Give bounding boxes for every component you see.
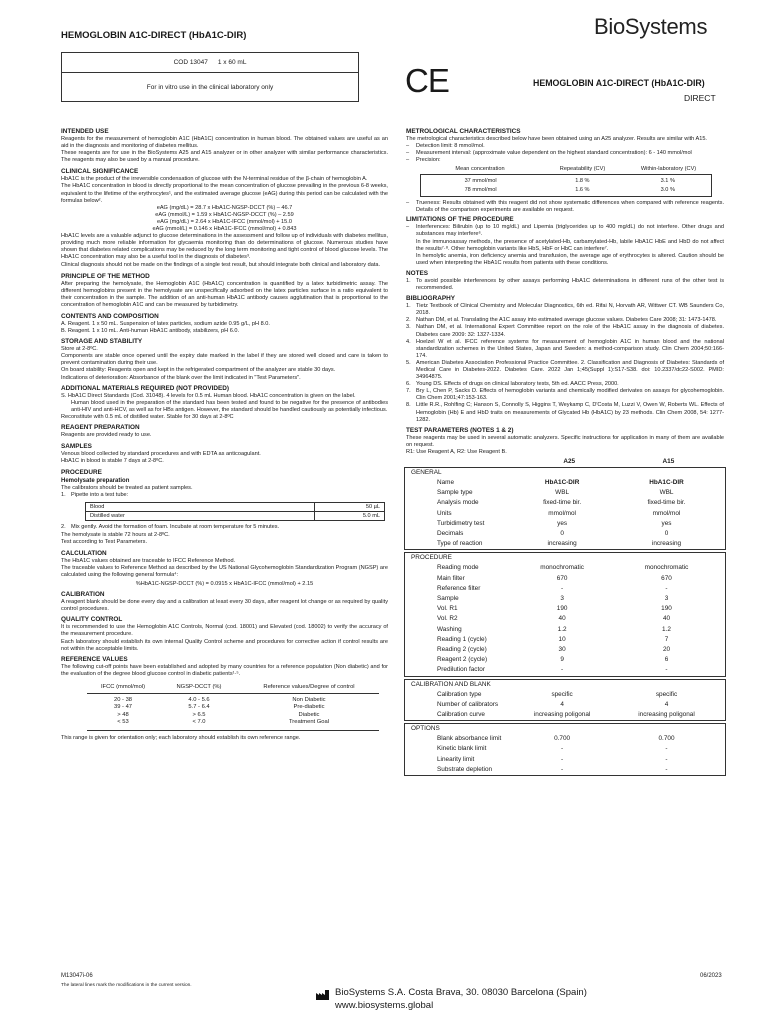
storage-text: Indications of deterioration: Absorbance of the blank over the limit indicated in "Test Parameters". <box>61 374 301 381</box>
table-cell: < 53 <box>117 719 129 726</box>
parameter-group <box>404 723 726 776</box>
brand-logo: BioSystems <box>594 14 708 39</box>
clinical-text: The HbA1C concentration in blood is directly proportional to the mean concentration of glucose prevailing in the previous 6-8 weeks, equivalent to the lifetime of the erythrocytes¹, and the estimated average glucose (eAG) during this period can be calculated with the formulas below². <box>61 183 388 204</box>
parameter-value: - <box>665 584 668 592</box>
product-code: COD 13047 <box>173 59 208 66</box>
table-cell: 50 µL <box>315 503 385 512</box>
column-header: Within-laboratory (CV) <box>640 166 697 173</box>
precision-table <box>420 166 712 197</box>
parameter-row <box>405 614 725 624</box>
parameter-row <box>405 700 725 710</box>
parameter-value: 3 <box>664 595 669 603</box>
contents-reagent-b: B. Reagent. 1 x 10 mL. Anti-human HbA1C antibody, stabilizers, pH 6.0. <box>61 328 240 335</box>
reference-table <box>87 684 379 731</box>
parameter-value: monochromatic <box>540 564 584 572</box>
procedure-heading: PROCEDURE <box>61 469 102 477</box>
bibliography-heading: BIBLIOGRAPHY <box>406 295 455 303</box>
footer-website: www.biosystems.global <box>335 1000 434 1011</box>
samples-text: Venous blood collected by standard procedures and with EDTA as anticoagulant. <box>61 451 261 458</box>
reference-table-header <box>87 684 379 693</box>
parameter-value: - <box>561 745 564 753</box>
parameter-row <box>405 625 725 635</box>
metro-bullet: – Measurement interval: (approximate value dependent on the highest standard concentration): 6 - 140 mmol/mol <box>406 150 692 157</box>
procedure-text: The hemolysate is stable 72 hours at 2-8ºC. <box>61 531 170 538</box>
reagent-prep-text: Reagents are provided ready to use. <box>61 432 152 438</box>
parameter-value: 4 <box>560 700 564 708</box>
parameter-label: Turbidimetry test <box>437 519 485 527</box>
parameter-value: fixed-time bir. <box>647 499 686 507</box>
parameter-value: 190 <box>661 605 672 613</box>
parameter-value: - <box>665 755 668 763</box>
column-header-a15: A15 <box>662 458 675 465</box>
test-params-text: R1: Use Reagent A, R2: Use Reagent B. <box>406 448 507 455</box>
parameter-label: Units <box>437 509 452 517</box>
parameter-label: Sample type <box>437 489 473 497</box>
parameter-row <box>405 584 725 594</box>
parameter-row <box>405 509 725 519</box>
parameter-row <box>405 655 725 665</box>
parameter-label: Kinetic blank limit <box>437 745 487 753</box>
table-row <box>87 712 379 719</box>
table-cell: 5.7 - 6.4 <box>188 704 210 711</box>
parameter-label: Number of calibrators <box>437 700 499 708</box>
table-row <box>86 503 385 512</box>
table-cell: 37 mmol/mol <box>464 178 497 185</box>
limitations-heading: LIMITATIONS OF THE PROCEDURE <box>406 216 514 224</box>
qc-heading: QUALITY CONTROL <box>61 616 123 624</box>
parameter-label: Blank absorbance limit <box>437 735 502 743</box>
intended-use-heading: INTENDED USE <box>61 128 109 135</box>
parameter-value: monochromatic <box>644 564 689 572</box>
parameter-value: - <box>561 765 564 773</box>
parameter-value: increasing poligonal <box>533 711 591 719</box>
parameter-label: Vol. R1 <box>437 605 458 613</box>
parameter-value: mmol/mol <box>548 509 576 517</box>
bibliography-item: 5. American Diabetes Association Professional Practice Committee. 2. Classification and Diagnosis of Diabetes: Standards of Medical Care in Diabetes-2022. Diabetes Care. 2022 Jan 1;45(Suppl 1):S17-S38. doi: 10.2337/dc22-S002. PMID: 34964875. <box>406 359 724 381</box>
parameter-value: WBL <box>659 489 674 497</box>
parameter-value: 3 <box>560 595 564 603</box>
notes-heading: NOTES <box>406 269 429 277</box>
parameter-value: yes <box>557 519 568 527</box>
parameter-row <box>405 488 725 498</box>
metro-bullet: – Precision: <box>406 157 441 164</box>
parameter-row <box>405 529 725 539</box>
intended-use-text: Reagents for the measurement of hemoglobin A1C (HbA1C) concentration in human blood. The obtained values are useful as an aid in the diagnosis and monitoring of diabetes mellitus. <box>61 136 388 150</box>
parameter-row <box>405 690 725 700</box>
parameter-label: Decimals <box>437 530 464 538</box>
parameter-value: 670 <box>556 574 568 582</box>
parameter-label: Washing <box>437 625 462 633</box>
column-header: Mean concentration <box>455 166 505 173</box>
parameter-value: 9 <box>560 656 564 664</box>
parameter-row <box>405 539 725 549</box>
reference-heading: REFERENCE VALUES <box>61 655 128 663</box>
parameter-label: Reading mode <box>437 564 479 572</box>
parameter-label: Main filter <box>437 574 465 582</box>
parameter-row <box>405 498 725 508</box>
bibliography-item: 1. Tietz Textbook of Clinical Chemistry and Molecular Diagnostics, 6th ed. Rifai N, Horvath AR, Wittwer CT. WB Saunders Co, 2018. <box>406 303 724 317</box>
parameter-value: - <box>561 584 564 592</box>
parameter-value: 1.2 <box>557 625 567 633</box>
additional-warning: Human blood used in the preparation of the standard has been tested and found to be negative for the presence of antibodies anti-HIV and anti-HCV, as well as for HBs antigen. However, the standard should be handled cautiously as potentially infectious. <box>71 399 388 413</box>
calculation-heading: CALCULATION <box>61 549 107 557</box>
eag-formula: eAG (mmol/L) = 0.146 x HbA1C-IFCC (mmol/mol) + 0.843 <box>152 226 297 233</box>
limitations-text: In the immunoassay methods, the presence of acetylated-Hb, carbamylated-Hb, labile HbA1C HbE and HbD do not affect the results⁷·⁸. Other hemoglobin variants like HbS, HbF or HbC can interfere⁷. <box>416 238 724 252</box>
table-cell: > 6.5 <box>192 711 206 718</box>
table-cell: 20 - 38 <box>113 696 133 703</box>
samples-text: HbA1C in blood is stable 7 days at 2-8ºC. <box>61 458 164 465</box>
calculation-text: The traceable values to Reference Method as described by the US National Glycohemoglobin Standardization Program (NGSP) are calculated using the following general formula⁴: <box>61 564 388 578</box>
parameter-label: Calibration curve <box>437 711 485 719</box>
principle-text: After preparing the hemolysate, the Hemoglobin A1C (HbA1C) concentration is quantified by a latex turbidimetric assay. The different hemoglobins present in the hemolysate are unspecifically adsorbed on the latex particles surface in a ratio equivalent to their concentration in the sample. The addition of an anti-human HbA1C antibody causes agglutination that is proportional to the concentration of hemoglobin A1C and can be measured by turbidimetry. <box>61 280 388 308</box>
procedure-step: 1. Pipette into a test tube: <box>61 492 129 499</box>
parameter-value: - <box>561 755 564 763</box>
parameter-value: mmol/mol <box>652 509 681 517</box>
reference-table-body <box>87 693 379 731</box>
parameter-label: Reading 1 (cycle) <box>437 635 487 643</box>
limitations-bullet: – Interferences: Bilirubin (up to 10 mg/dL) and Lipemia (triglycerides up to 400 mg/dL) do not interfere. Other drugs and substances may interfere⁶. <box>406 224 724 238</box>
test-params-heading: TEST PARAMETERS (NOTES 1 & 2) <box>406 426 514 434</box>
table-row <box>87 697 379 704</box>
column-header: NGSP-DCCT (%) <box>176 683 222 690</box>
parameter-value: increasing <box>547 540 577 548</box>
footer-address: BioSystems S.A. Costa Brava, 30. 08030 Barcelona (Spain) <box>335 987 587 998</box>
eag-formula: eAG (mmol/L) = 1.59 x HbA1C-NGSP-DCCT (%) – 2.59 <box>155 211 294 218</box>
parameter-group <box>404 679 726 722</box>
bibliography-list <box>406 303 724 424</box>
parameter-group <box>404 467 726 550</box>
storage-text: On board stability: Reagents open and kept in the refrigerated compartment of the analyzer are stable 30 days. <box>61 367 336 374</box>
parameter-row <box>405 574 725 584</box>
parameter-value: HbA1C-DIR <box>544 479 580 486</box>
column-header: Repeatability (CV) <box>559 166 606 173</box>
parameter-value: HbA1C-DIR <box>649 479 684 486</box>
storage-text: Store at 2-8ºC. <box>61 346 98 353</box>
note-item: 1. To avoid possible interferences by other assays performing HbA1C determinations in different runs of the other test is recommended. <box>406 277 724 292</box>
table-cell: Pre-diabetic <box>293 704 325 711</box>
table-cell: 39 - 47 <box>113 704 133 711</box>
table-cell: Non Diabetic <box>292 696 326 703</box>
parameter-label: Substrate depletion <box>437 765 493 773</box>
parameter-value: fixed-time bir. <box>543 499 582 507</box>
hemolysate-subheading: Hemolysate preparation <box>61 478 130 485</box>
column-header: IFCC (mmol/mol) <box>100 683 146 690</box>
bibliography-item: 7. Bry L, Chen P, Sacks D. Effects of hemoglobin variants and chemically modified derivates on assays for glycohemoglobin. Clin Chem 2001;47:153-163. <box>406 388 724 402</box>
calibration-heading: CALIBRATION <box>61 591 105 599</box>
column-header: Reference values/Degree of control <box>263 683 355 690</box>
parameter-row <box>405 478 725 488</box>
table-cell: Distilled water <box>86 512 315 521</box>
calculation-text: The HbA1C values obtained are traceable to IFCC Reference Method. <box>61 557 236 564</box>
table-cell: Blood <box>86 503 315 512</box>
parameter-value: 4 <box>664 700 669 708</box>
parameter-value: 7 <box>664 635 669 643</box>
parameter-group-title: GENERAL <box>411 469 442 476</box>
contents-reagent-a: A. Reagent. 1 x 50 mL. Suspension of latex particles, sodium azide 0.95 g/L, pH 8.0. <box>61 320 270 327</box>
parameter-value: 40 <box>662 615 671 623</box>
parameter-group-title: CALIBRATION AND BLANK <box>411 680 491 688</box>
product-volume: 1 x 60 mL <box>217 59 247 66</box>
parameter-value: 670 <box>661 574 672 582</box>
bibliography-item: 3. Nathan DM, et al. International Expert Committee report on the role of the HbA1C assay in the diagnosis of diabetes. Diabetes care 2009: 32: 1327-1334. <box>406 324 724 338</box>
table-cell: 3.0 % <box>660 186 675 193</box>
table-cell: Diabetic <box>298 711 320 718</box>
footer-date: 06/2023 <box>700 973 722 979</box>
storage-heading: STORAGE AND STABILITY <box>61 338 143 346</box>
parameter-value: 0 <box>560 530 564 538</box>
parameter-label: Name <box>437 479 455 486</box>
right-column <box>406 127 724 778</box>
procedure-step: 2. Mix gently. Avoid the formation of foam. Incubate at room temperature for 5 minutes. <box>61 524 280 531</box>
hemolysate-table <box>85 502 385 521</box>
parameter-value: 30 <box>558 646 566 654</box>
bibliography-item: 2. Nathan DM, et al. Translating the A1C assay into estimated average glucose values. Diabetes Care 2008; 31: 1473-1478. <box>406 317 717 324</box>
parameter-value: 6 <box>664 656 669 664</box>
bibliography-item: 8. Little R.R., Rohlfing C; Hanson S, Connolly S, Higgins T, Weykamp C, D'Costa M, Luzzi V, Owen W, Roberts WL. Effects of Hemoglobin (Hb) E and HbD traits on measurements of Glycated Hb (HbA1C) by 23 methods. Clin Chem 2008, 54: 1277-1282. <box>406 402 724 423</box>
parameter-value: 40 <box>558 615 566 623</box>
parameter-value: WBL <box>555 489 570 497</box>
procedure-text: The calibrators should be treated as patient samples. <box>61 485 193 492</box>
additional-standards: S. HbA1C Direct Standards (Cod. 31048). 4 levels for 0.5 mL Human blood. HbA1C concentration is given on the label. <box>61 392 356 399</box>
parameter-row <box>405 635 725 645</box>
ngsp-formula: %HbA1C-NGSP-DCCT (%) = 0.0915 x HbA1C-IFCC (mmol/mol) + 2.15 <box>135 581 314 588</box>
parameter-label: Reference filter <box>437 584 481 592</box>
parameter-value: 0.700 <box>554 735 571 743</box>
test-params-text: These reagents may be used in several automatic analyzers. Specific instructions for application in many of them are available on request. <box>406 434 724 448</box>
parameter-value: 190 <box>556 605 568 613</box>
parameter-value: specific <box>551 690 573 698</box>
metro-text: The metrological characteristics described below have been obtained using an A25 analyzer. Results are similar with A15. <box>406 136 707 142</box>
table-cell: 78 mmol/mol <box>464 186 497 193</box>
table-cell: > 48 <box>117 711 129 718</box>
qc-text: Each laboratory should establish its own internal Quality Control scheme and procedures for corrective action if control results are not within the acceptable limits. <box>61 638 388 652</box>
table-cell: 1.6 % <box>575 186 590 193</box>
column-header-a25: A25 <box>563 458 576 465</box>
eag-formula: eAG (mg/dL) = 28.7 x HbA1C-NGSP-DCCT (%) – 46.7 <box>156 204 293 211</box>
table-cell: 1.8 % <box>575 178 590 185</box>
table-row <box>87 704 379 711</box>
left-column <box>61 127 388 742</box>
parameter-label: Reading 2 (cycle) <box>437 646 487 654</box>
parameter-label: Analysis mode <box>437 499 479 507</box>
parameter-value: specific <box>655 690 678 698</box>
metro-bullet: – Trueness: Results obtained with this reagent did not show systematic differences when compared with reference reagents. Details of the comparison experiments are available on request. <box>406 200 724 214</box>
procedure-text: Test according to Test Parameters. <box>61 538 148 545</box>
parameter-label: Sample <box>437 595 459 603</box>
ce-mark: CE <box>405 62 449 99</box>
precision-header <box>420 166 712 174</box>
parameter-label: Calibration type <box>437 690 482 698</box>
parameter-value: - <box>561 666 564 674</box>
clinical-heading: CLINICAL SIGNIFICANCE <box>61 168 139 176</box>
parameter-label: Reagent 2 (cycle) <box>437 656 488 664</box>
limitations-text: In hemolytic anemia, iron deficiency anemia and transfusion, the average age of erythrocytes is altered. Caution should be used when interpreting the HbA1C results from patients with these conditions. <box>416 252 724 266</box>
table-row <box>87 719 379 726</box>
parameter-value: 20 <box>662 646 671 654</box>
contents-heading: CONTENTS AND COMPOSITION <box>61 312 159 320</box>
clinical-text: Clinical diagnosis should not be made on the findings of a single test result, but should integrate both clinical and laboratory data. <box>61 261 381 268</box>
additional-heading: ADDITIONAL MATERIALS REQUIRED (NOT PROVIDED) <box>61 384 230 392</box>
parameter-row <box>405 755 725 765</box>
parameter-row <box>405 594 725 604</box>
table-cell: Treatment Goal <box>288 719 330 726</box>
table-cell: 4.0 - 5.6 <box>188 696 210 703</box>
bibliography-item: 4. Hoelzel W et al. IFCC reference systems for measurement of hemoglobin A1C in human blood and the national standardization schemes in the United States, Japan and Sweden: a method-comparison study. Clin Chem 2004;50:166-174. <box>406 338 724 359</box>
parameter-group-title: PROCEDURE <box>411 554 452 562</box>
parameter-row <box>405 710 725 720</box>
table-cell: < 7.0 <box>192 719 206 726</box>
storage-text: Components are stable once opened until the expiry date marked in the label if they are stored well closed and care is taken to prevent contamination during their use. <box>61 353 388 367</box>
parameter-value: - <box>665 765 668 773</box>
metro-heading: METROLOGICAL CHARACTERISTICS <box>406 128 521 135</box>
table-row <box>421 186 711 194</box>
product-box <box>61 52 359 102</box>
table-cell: 5.0 mL <box>315 512 385 521</box>
parameter-value: 1.2 <box>662 625 671 633</box>
table-cell: 3.1 % <box>660 178 675 185</box>
parameter-value: increasing poligonal <box>638 711 695 719</box>
parameter-group <box>404 552 726 676</box>
calibration-text: A reagent blank should be done every day and a calibration at least every 30 days, after reagent lot change or as required by quality control procedures. <box>61 599 388 613</box>
parameter-row <box>405 519 725 529</box>
parameter-row <box>405 765 725 775</box>
additional-reconstitute: Reconstitute with 0.5 mL of distilled water. Stable for 30 days at 2-8ºC <box>61 413 234 420</box>
bibliography-item: 6. Young DS. Effects of drugs on clinical laboratory tests, 5th ed. AACC Press, 2000. <box>406 381 619 388</box>
parameter-row <box>405 645 725 655</box>
parameter-value: 0.700 <box>658 735 675 743</box>
parameter-label: Linearity limit <box>437 755 475 763</box>
clinical-text: HbA1C is the product of the irreversible condensation of glucose with the N-terminal residue of the β-chain of hemoglobin A. <box>61 176 368 183</box>
clinical-text: HbA1C levels are a valuable adjunct to glucose determinations in the assessment and follow up of individuals with diabetes mellitus, providing much more reliable information for glycaemia monitoring than do determinations of glucose. Numerous studies have shown that diabetes related complications may be reduced by the long term monitoring and tight control of blood glucose levels. The HbA1C concentration may also be a useful tool in the diagnosis of diabetes³. <box>61 233 389 261</box>
parameter-label: Type of reaction <box>437 540 483 548</box>
parameter-value: 0 <box>664 530 669 538</box>
parameter-value: yes <box>661 519 672 527</box>
intended-use-text: These reagents are for use in the BioSystems A25 and A15 analyzer or in other analyzer with similar performance characteristics. The reagents may also be used by a manual procedure. <box>61 150 388 164</box>
footer-note: The lateral lines mark the modifications in the current version. <box>61 983 192 988</box>
principle-heading: PRINCIPLE OF THE METHOD <box>61 272 150 280</box>
parameter-label: Vol. R2 <box>437 615 458 623</box>
parameter-value: increasing <box>651 540 682 548</box>
test-parameters-table <box>404 467 726 776</box>
reference-note: This range is given for orientation only; each laboratory should establish its own reference range. <box>61 734 301 741</box>
footer-code: M13047i-06 <box>61 973 93 979</box>
samples-heading: SAMPLES <box>61 443 92 451</box>
right-subtitle: DIRECT <box>684 93 716 103</box>
reagent-prep-heading: REAGENT PREPARATION <box>61 424 140 431</box>
document-title: HEMOGLOBIN A1C-DIRECT (HbA1C-DIR) <box>61 30 247 41</box>
parameter-row <box>405 665 725 675</box>
table-row <box>86 512 385 521</box>
parameter-value: 10 <box>558 635 566 643</box>
product-code-row <box>62 53 358 73</box>
ivd-statement: For in vitro use in the clinical laboratory only <box>146 84 274 91</box>
right-title: HEMOGLOBIN A1C-DIRECT (HbA1C-DIR) <box>533 78 705 88</box>
params-columns-header <box>406 458 724 467</box>
reference-text: The following cut-off points have been established and adopted by many countries for a reference population (Non diabetic) and for the evaluation of the degree blood glucose control in diabetic patients¹·⁵. <box>61 663 388 677</box>
parameter-label: Predilution factor <box>437 666 485 674</box>
parameter-value: - <box>665 745 668 753</box>
precision-body <box>420 174 712 197</box>
parameter-row <box>405 744 725 754</box>
qc-text: It is recommended to use the Hemoglobin A1C Controls, Normal (cod. 18001) and Elevated (cod. 18002) to verify the accuracy of the measurement procedure. <box>61 624 388 638</box>
parameter-group-title: OPTIONS <box>411 725 440 733</box>
eag-formula: eAG (mg/dL) = 2.64 x HbA1C-IFCC (mmol/mol) + 15.0 <box>157 218 292 225</box>
metro-bullet: – Detection limit: 8 mmol/mol. <box>406 143 485 150</box>
parameter-row <box>405 734 725 744</box>
parameter-row <box>405 563 725 573</box>
factory-icon <box>316 987 330 997</box>
parameter-row <box>405 604 725 614</box>
parameter-value: - <box>665 666 668 674</box>
table-row <box>421 177 711 185</box>
